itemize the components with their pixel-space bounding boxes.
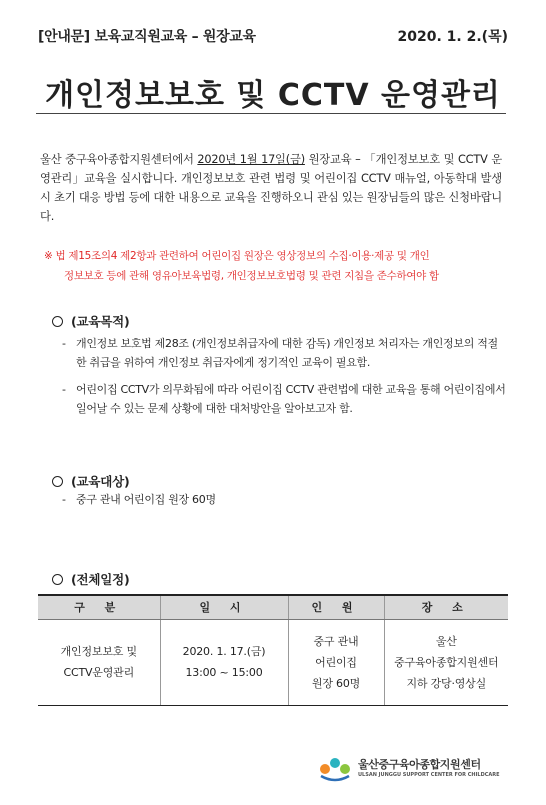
intro-event-date: 2020년 1월 17일(금) bbox=[197, 153, 305, 166]
purpose-item: - 어린이집 CCTV가 의무화됨에 따라 어린이집 CCTV 관련법에 대한 교육을 통해 어린이집에서 일어날 수 있는 문제 상황에 대한 대처방안을 알아보고자 함. bbox=[62, 380, 506, 418]
circle-bullet-icon bbox=[52, 476, 63, 487]
column-header: 일 시 bbox=[160, 595, 288, 619]
notice-date: 2020. 1. 2.(목) bbox=[397, 29, 508, 45]
dash-icon: - bbox=[62, 337, 66, 350]
column-header: 구 분 bbox=[38, 595, 160, 619]
page-title: 개인정보보호 및 CCTV 운영관리 bbox=[45, 78, 501, 113]
warning-line-1: ※ 법 제15조의4 제2항과 관련하여 어린이집 원장은 영상정보의 수집·이용·제공 및 개인 bbox=[44, 250, 430, 262]
legal-warning bbox=[44, 246, 506, 286]
org-logo-icon bbox=[318, 754, 352, 782]
title-divider bbox=[36, 113, 506, 114]
column-header: 인 원 bbox=[288, 595, 384, 619]
cell-people: 중구 관내 어린이집 원장 60명 bbox=[288, 619, 384, 705]
column-header: 장 소 bbox=[384, 595, 508, 619]
circle-bullet-icon bbox=[52, 574, 63, 585]
section-schedule-heading: (전체일정) bbox=[52, 570, 130, 588]
warning-line-2: 정보보호 등에 관해 영유아보육법령, 개인정보보호법령 및 관련 지침을 준수하여야 함 bbox=[64, 270, 439, 282]
schedule-table bbox=[38, 594, 508, 706]
section-purpose-heading: (교육목적) bbox=[52, 312, 130, 330]
section-target-heading: (교육대상) bbox=[52, 472, 130, 490]
table-row bbox=[38, 619, 508, 705]
table-header-row bbox=[38, 595, 508, 619]
org-logo bbox=[318, 752, 508, 786]
org-name: 울산중구육아종합지원센터 bbox=[358, 758, 481, 771]
intro-text-before: 울산 중구육아종합지원센터에서 bbox=[40, 153, 198, 166]
cell-datetime: 2020. 1. 17.(금) 13:00 ~ 15:00 bbox=[160, 619, 288, 705]
circle-bullet-icon bbox=[52, 316, 63, 327]
dash-icon: - bbox=[62, 383, 66, 396]
notice-header bbox=[38, 22, 508, 52]
purpose-item: - 개인정보 보호법 제28조 (개인정보취급자에 대한 감독) 개인정보 처리자는 개인정보의 적절한 취급을 위하여 개인정보 취급자에게 정기적인 교육이 필요함. bbox=[62, 334, 506, 372]
cell-place: 울산 중구육아종합지원센터 지하 강당·영상실 bbox=[384, 619, 508, 705]
intro-paragraph bbox=[40, 150, 502, 226]
notice-tag: [안내문] 보육교직원교육 – 원장교육 bbox=[38, 29, 256, 45]
org-name-en: ULSAN JUNGGU SUPPORT CENTER FOR CHILDCARE bbox=[358, 772, 500, 778]
target-item: - 중구 관내 어린이집 원장 60명 bbox=[62, 490, 506, 509]
intro-text-after: 원장교육 – 「개인정보보호 및 CCTV 운영관리」교육을 실시합니다. 개인정보보호 관련 법령 및 어린이집 CCTV 매뉴얼, 아동학대 발생 시 초기 대응 방법 등에 대한 내용으로 교육을 진행하오니 관심 있는 원장님들의 많은 신청바랍니다. bbox=[40, 153, 502, 223]
dash-icon: - bbox=[62, 493, 66, 506]
cell-category: 개인정보보호 및 CCTV운영관리 bbox=[38, 619, 160, 705]
